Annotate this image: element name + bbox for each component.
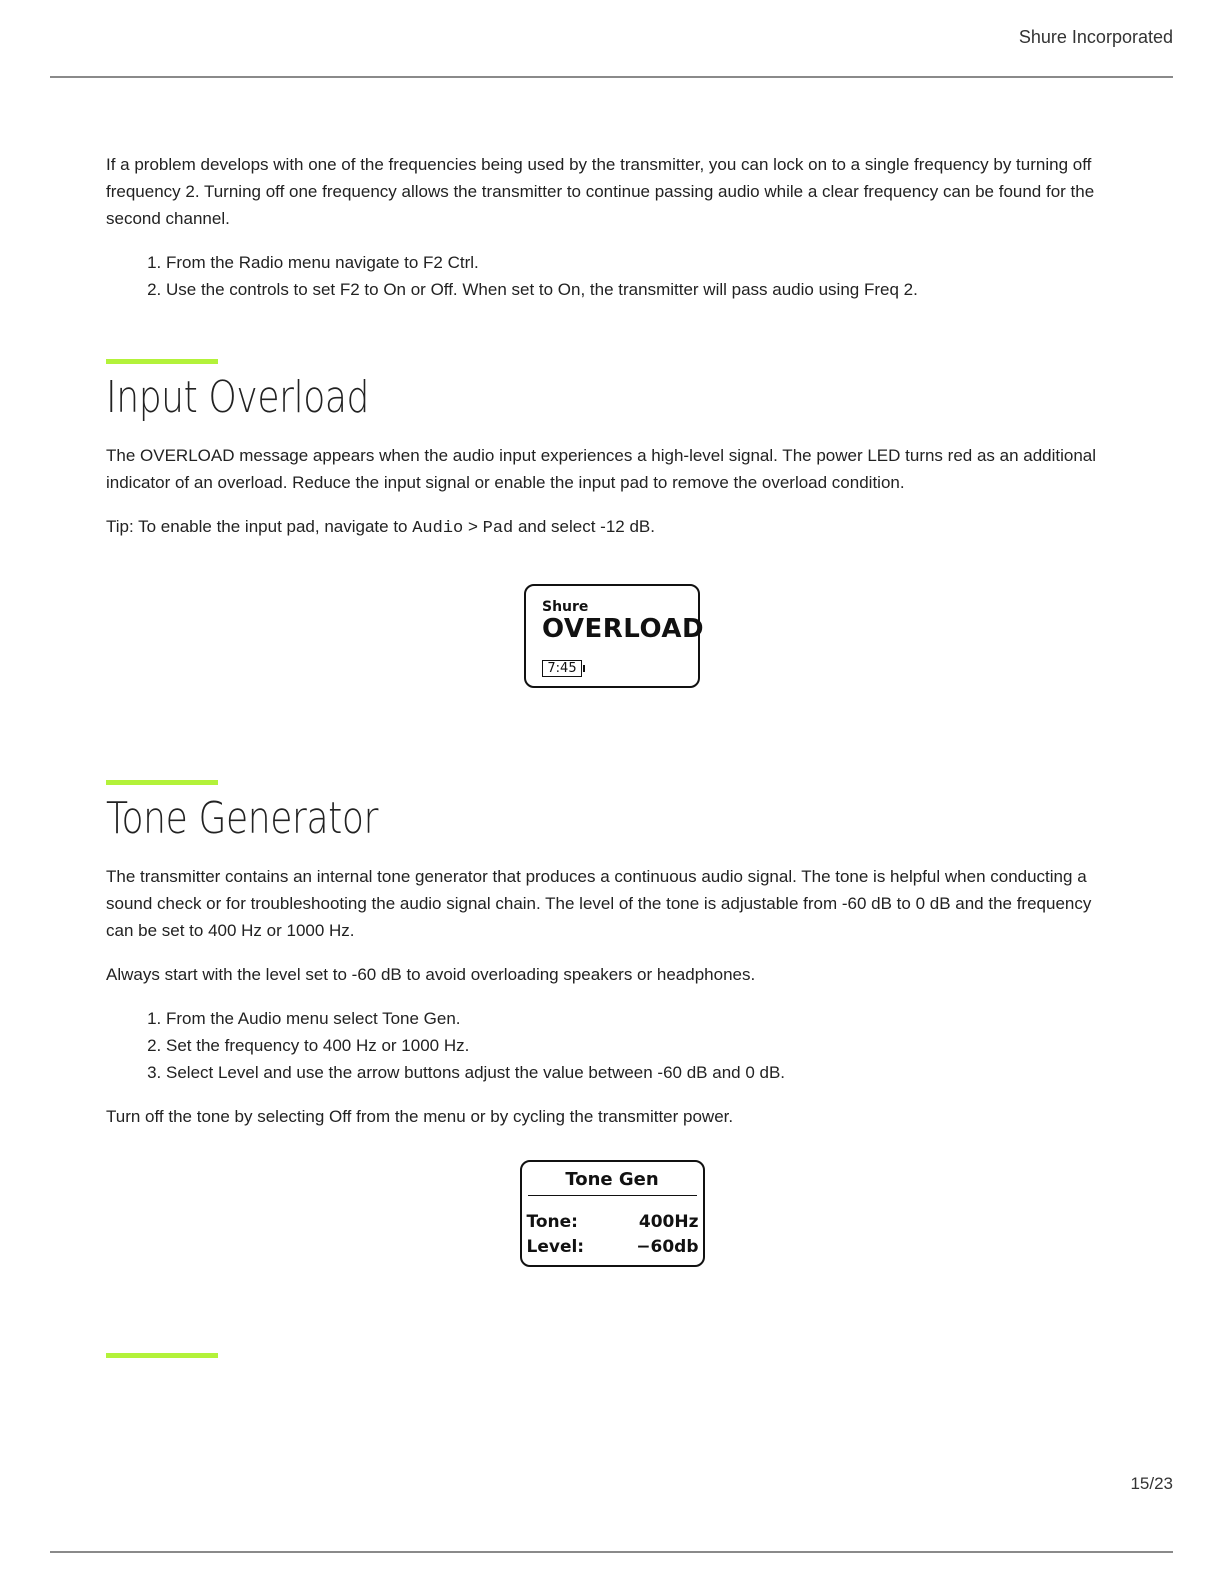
header-divider — [50, 76, 1173, 78]
tip-separator: > — [463, 517, 483, 536]
display-row-level — [527, 1234, 699, 1261]
tone-gen-display-illustration — [520, 1160, 705, 1267]
display-level-label: Level: — [526, 1237, 585, 1257]
page-number: 15/23 — [1130, 1474, 1173, 1493]
display-row-tone — [527, 1209, 699, 1236]
display-brand: Shure — [542, 599, 589, 615]
section-title-tone-generator: Tone Generator — [106, 793, 378, 844]
section-accent-bar — [106, 1353, 218, 1358]
list-item: 2. Set the frequency to 400 Hz or 1000 Hz. — [166, 1032, 1118, 1059]
display-level-value: −60db — [636, 1237, 699, 1257]
tone-paragraph-1: The transmitter contains an internal tone generator that produces a continuous audio signal. The tone is helpful when conducting a sound check or for troubleshooting the audio signal chain. The level of the tone is adjustable from -60 dB to 0 dB and the frequency can be set to 400 Hz or 1000 Hz. — [106, 867, 1092, 940]
display-tone-label: Tone: — [526, 1212, 578, 1232]
display-title: Tone Gen — [528, 1166, 697, 1196]
page-content — [106, 151, 1118, 1358]
list-item: 2. Use the controls to set F2 to On or Off. When set to On, the transmitter will pass audio using Freq 2. — [166, 276, 1118, 303]
tone-steps-list — [106, 1005, 1118, 1086]
intro-steps-list — [106, 249, 1118, 303]
tip-text-end: and select -12 dB. — [513, 517, 655, 536]
list-item: 1. From the Radio menu navigate to F2 Ctrl. — [166, 249, 1118, 276]
section-accent-bar — [106, 359, 218, 364]
tone-paragraph-3: Turn off the tone by selecting Off from the menu or by cycling the transmitter power. — [106, 1107, 734, 1126]
battery-icon: 7:45 — [542, 660, 582, 677]
overload-tip — [106, 513, 1118, 542]
overload-paragraph: The OVERLOAD message appears when the audio input experiences a high-level signal. The power LED turns red as an additional indicator of an overload. Reduce the input signal or enable the input pad to remove the overload condition. — [106, 446, 1097, 492]
list-item: 3. Select Level and use the arrow buttons adjust the value between -60 dB and 0 dB. — [166, 1059, 1118, 1086]
section-title-input-overload: Input Overload — [106, 372, 370, 423]
header-company-name: Shure Incorporated — [1018, 27, 1173, 47]
list-item: 1. From the Audio menu select Tone Gen. — [166, 1005, 1118, 1032]
intro-paragraph: If a problem develops with one of the frequencies being used by the transmitter, you can lock on to a single frequency by turning off frequency 2. Turning off one frequency allows the transmitter to continue passing audio while a clear frequency can be found for the second channel. — [106, 155, 1095, 228]
tone-paragraph-2: Always start with the level set to -60 dB to avoid overloading speakers or headphones. — [106, 965, 756, 984]
menu-path-audio: Audio — [412, 519, 464, 538]
menu-path-pad: Pad — [482, 519, 514, 538]
display-overload-message: OVERLOAD — [542, 614, 705, 644]
section-accent-bar — [106, 780, 218, 785]
display-tone-value: 400Hz — [638, 1212, 699, 1232]
tip-text: Tip: To enable the input pad, navigate to — [106, 517, 413, 536]
footer-divider — [50, 1551, 1173, 1553]
overload-display-illustration — [524, 584, 705, 688]
